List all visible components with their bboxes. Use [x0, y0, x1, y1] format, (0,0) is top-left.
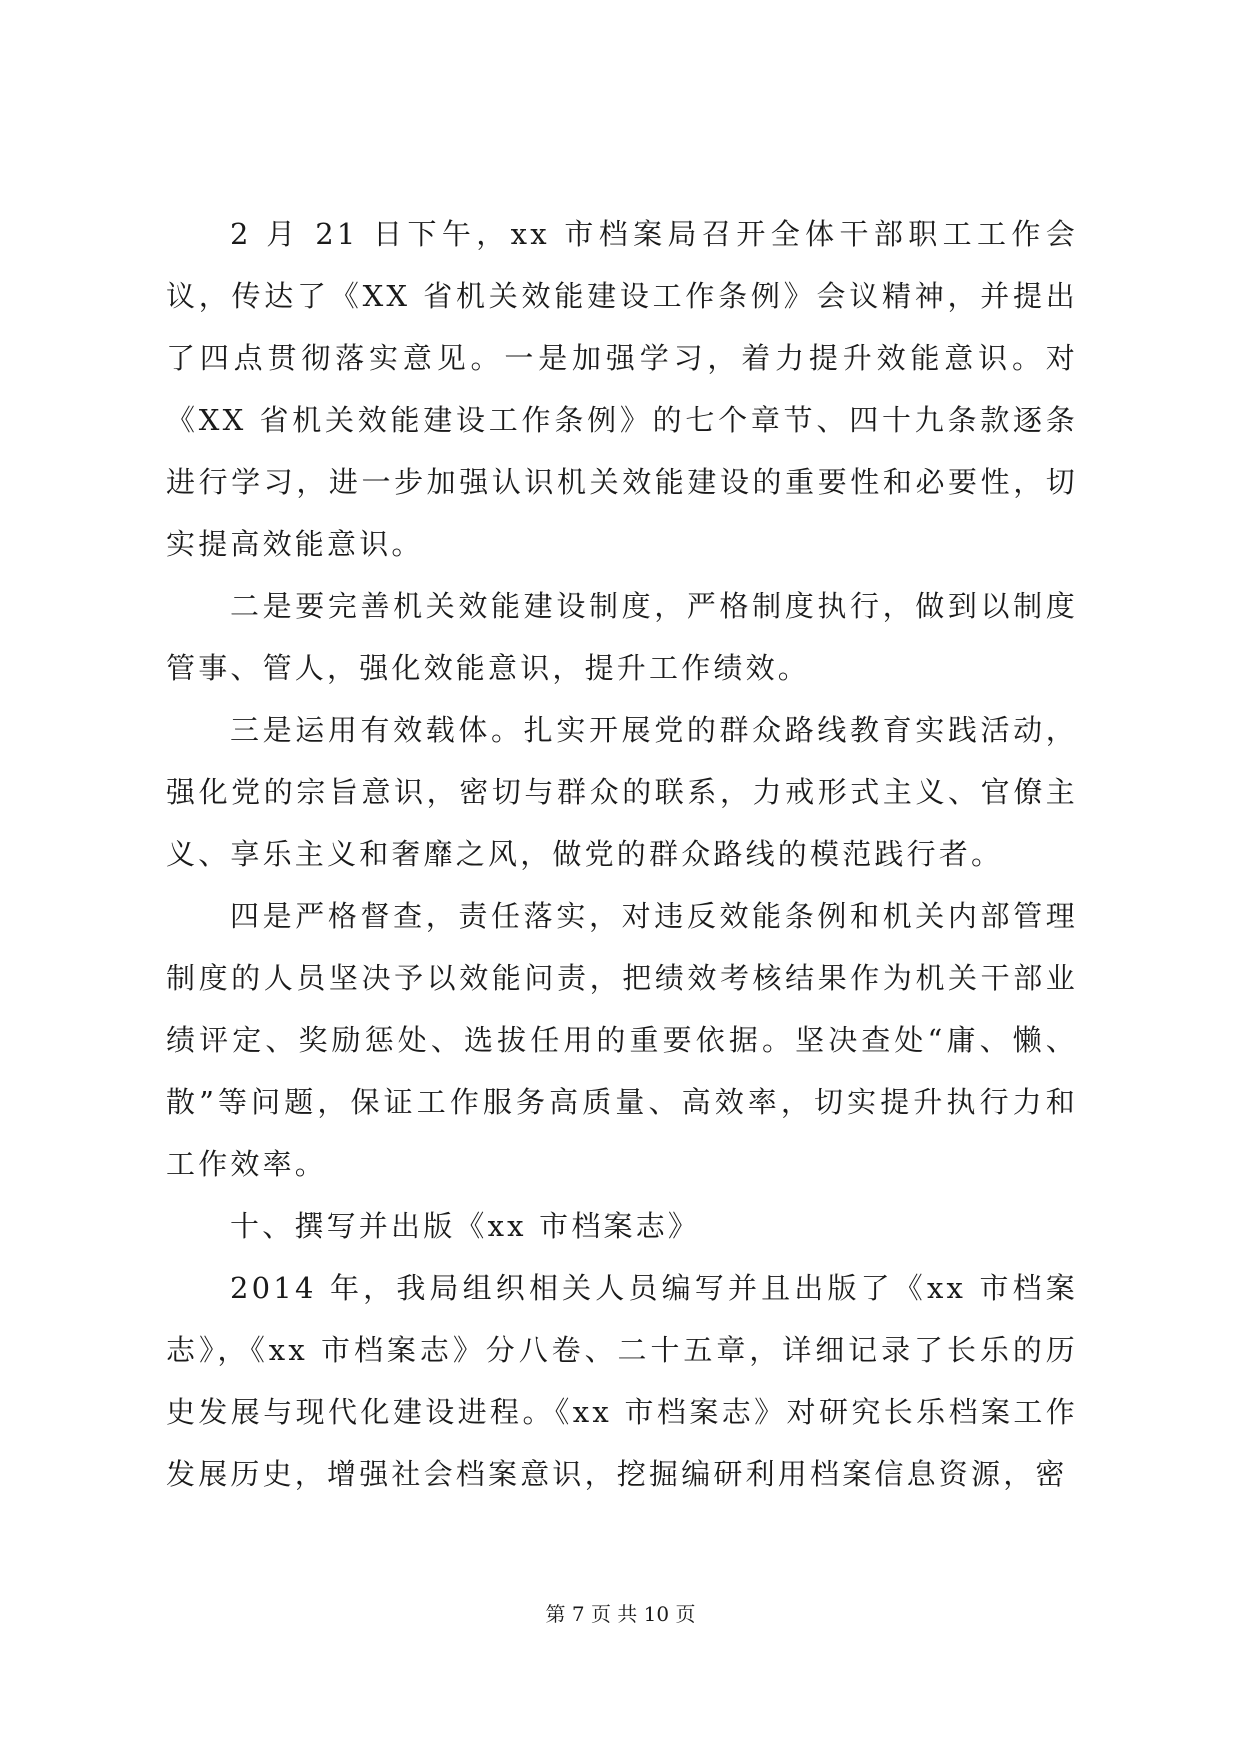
paragraph-point-three: 三是运用有效载体。扎实开展党的群众路线教育实践活动，强化党的宗旨意识，密切与群众的联系，力戒形式主义、官僚主义、享乐主义和奢靡之风，做党的群众路线的模范践行者。: [166, 713, 1078, 871]
page-number-footer: 第 7 页 共 10 页: [545, 1602, 696, 1626]
body-text: [166, 203, 1078, 1505]
paragraph-point-four: 四是严格督查，责任落实，对违反效能条例和机关内部管理制度的人员坚决予以效能问责，把绩效考核结果作为机关干部业绩评定、奖励惩处、选拔任用的重要依据。坚决查处“庸、懒、散”等问题，保证工作服务高质量、高效率，切实提升执行力和工作效率。: [166, 899, 1078, 1181]
paragraph-point-two: 二是要完善机关效能建设制度，严格制度执行，做到以制度管事、管人，强化效能意识，提升工作绩效。: [166, 589, 1078, 685]
paragraph-archives-chronicle: 2014 年，我局组织相关人员编写并且出版了《xx 市档案志》，《xx 市档案志》分八卷、二十五章，详细记录了长乐的历史发展与现代化建设进程。《xx 市档案志》对研究长乐档案工作发展历史，增强社会档案意识，挖掘编研利用档案信息资源，密: [166, 1271, 1078, 1491]
paragraph-meeting: 2 月 21 日下午，xx 市档案局召开全体干部职工工作会议，传达了《XX 省机关效能建设工作条例》会议精神，并提出了四点贯彻落实意见。一是加强学习，着力提升效能意识。对《XX 省机关效能建设工作条例》的七个章节、四十九条款逐条进行学习，进一步加强认识机关效能建设的重要性和必要性，切实提高效能意识。: [166, 217, 1078, 561]
section-heading-ten: 十、撰写并出版《xx 市档案志》: [230, 1209, 701, 1243]
